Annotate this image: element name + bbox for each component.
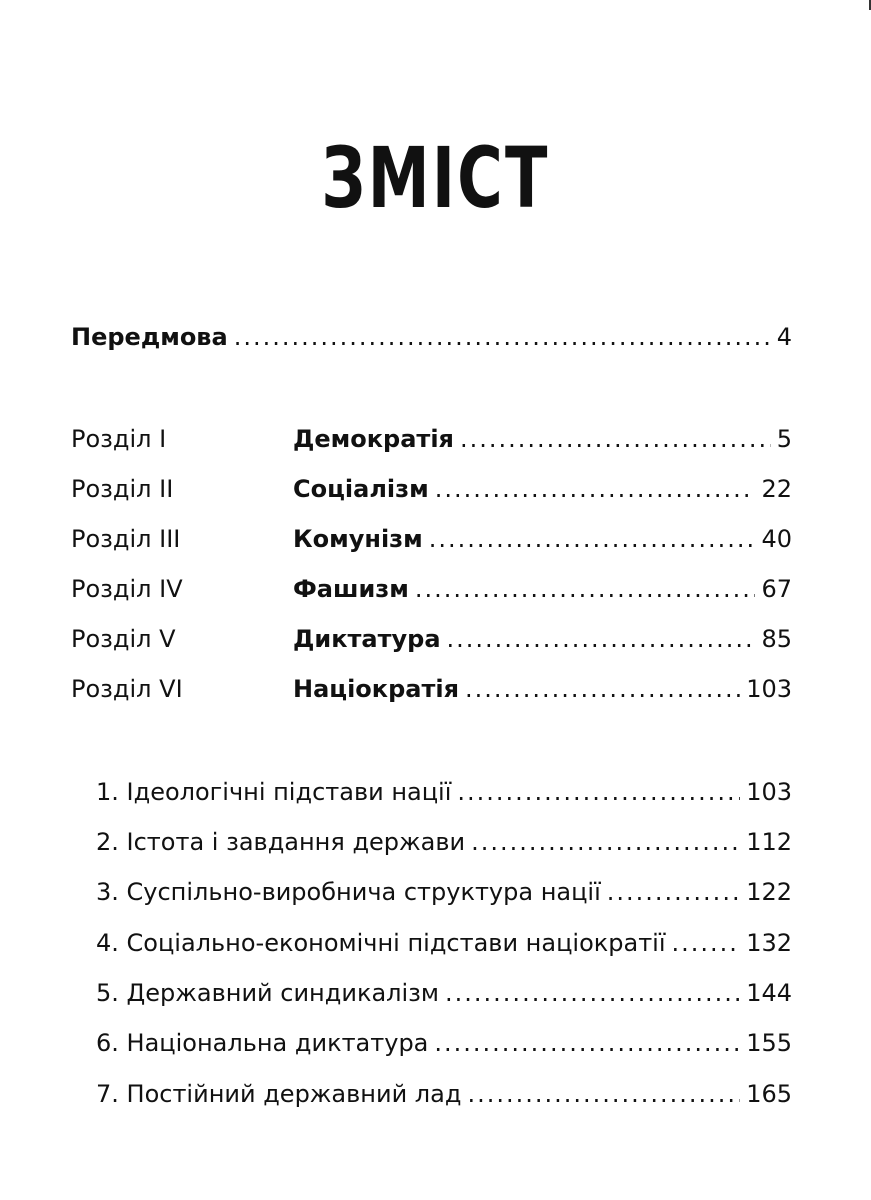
- toc-chapter-title: Націократія: [293, 675, 459, 703]
- dot-leader: [435, 474, 756, 504]
- toc-chapter-title: Диктатура: [293, 625, 441, 653]
- toc-chapter-title: Соціалізм: [293, 475, 429, 503]
- chapter-number: Розділ V: [71, 625, 176, 653]
- dot-leader: [447, 624, 756, 654]
- chapter-number: Розділ ІІІ: [71, 525, 181, 553]
- dot-leader: [415, 574, 756, 604]
- dot-leader: [445, 978, 740, 1008]
- dot-leader: [467, 1079, 740, 1109]
- toc-section-title: 7. Постійний державний лад: [96, 1080, 462, 1108]
- chapter-number: Розділ ІІ: [71, 475, 174, 503]
- chapter-number: Розділ ІV: [71, 575, 183, 603]
- toc-page-number: 103: [746, 778, 792, 806]
- dot-leader: [607, 877, 740, 907]
- toc-section-entry[interactable]: [96, 1028, 792, 1058]
- dot-leader: [672, 928, 741, 958]
- toc-section-title: 3. Суспільно-виробнича структура нації: [96, 878, 601, 906]
- toc-section-entry[interactable]: [96, 1079, 792, 1109]
- toc-page-number: 40: [761, 525, 792, 553]
- toc-chapter-entry[interactable]: [293, 524, 792, 554]
- chapter-number: Розділ І: [71, 425, 167, 453]
- toc-page-number: 155: [746, 1029, 792, 1057]
- dot-leader: [429, 524, 756, 554]
- toc-page-number: 4: [776, 323, 792, 351]
- toc-page-number: 67: [761, 575, 792, 603]
- toc-section-entry[interactable]: [96, 877, 792, 907]
- toc-chapter-title: Фашизм: [293, 575, 409, 603]
- toc-page-number: 85: [761, 625, 792, 653]
- toc-chapter-entry[interactable]: [293, 574, 792, 604]
- dot-leader: [460, 424, 771, 454]
- toc-chapter-title: Комунізм: [293, 525, 423, 553]
- toc-chapter-entry[interactable]: [293, 424, 792, 454]
- toc-page-number: 22: [761, 475, 792, 503]
- dot-leader: [465, 674, 740, 704]
- toc-section-title: 2. Істота і завдання держави: [96, 828, 466, 856]
- toc-section-title: 6. Національна диктатура: [96, 1029, 429, 1057]
- toc-page-number: 144: [746, 979, 792, 1007]
- toc-page-number: 165: [746, 1080, 792, 1108]
- toc-section-entry[interactable]: [96, 928, 792, 958]
- toc-section-title: 1. Ідеологічні підстави нації: [96, 778, 452, 806]
- dot-leader: [471, 827, 740, 857]
- toc-chapter-entry[interactable]: [293, 624, 792, 654]
- toc-section-title: 4. Соціально-економічні підстави націократії: [96, 929, 666, 957]
- toc-section-entry[interactable]: [96, 827, 792, 857]
- dot-leader: [434, 1028, 740, 1058]
- toc-page-number: 5: [776, 425, 792, 453]
- toc-page-number: 132: [746, 929, 792, 957]
- toc-preface-entry[interactable]: [71, 322, 792, 352]
- toc-section-title: 5. Державний синдикалізм: [96, 979, 440, 1007]
- toc-chapter-entry[interactable]: [293, 674, 792, 704]
- toc-chapter-entry[interactable]: [293, 474, 792, 504]
- toc-page-number: 112: [746, 828, 792, 856]
- toc-preface-label: Передмова: [71, 323, 228, 351]
- toc-section-entry[interactable]: [96, 978, 792, 1008]
- chapter-number: Розділ VІ: [71, 675, 183, 703]
- dot-leader: [457, 777, 740, 807]
- toc-page-number: 103: [746, 675, 792, 703]
- toc-chapter-title: Демократія: [293, 425, 454, 453]
- toc-section-entry[interactable]: [96, 777, 792, 807]
- toc-page-number: 122: [746, 878, 792, 906]
- dot-leader: [234, 322, 771, 352]
- page-title: ЗМІСТ: [321, 129, 550, 227]
